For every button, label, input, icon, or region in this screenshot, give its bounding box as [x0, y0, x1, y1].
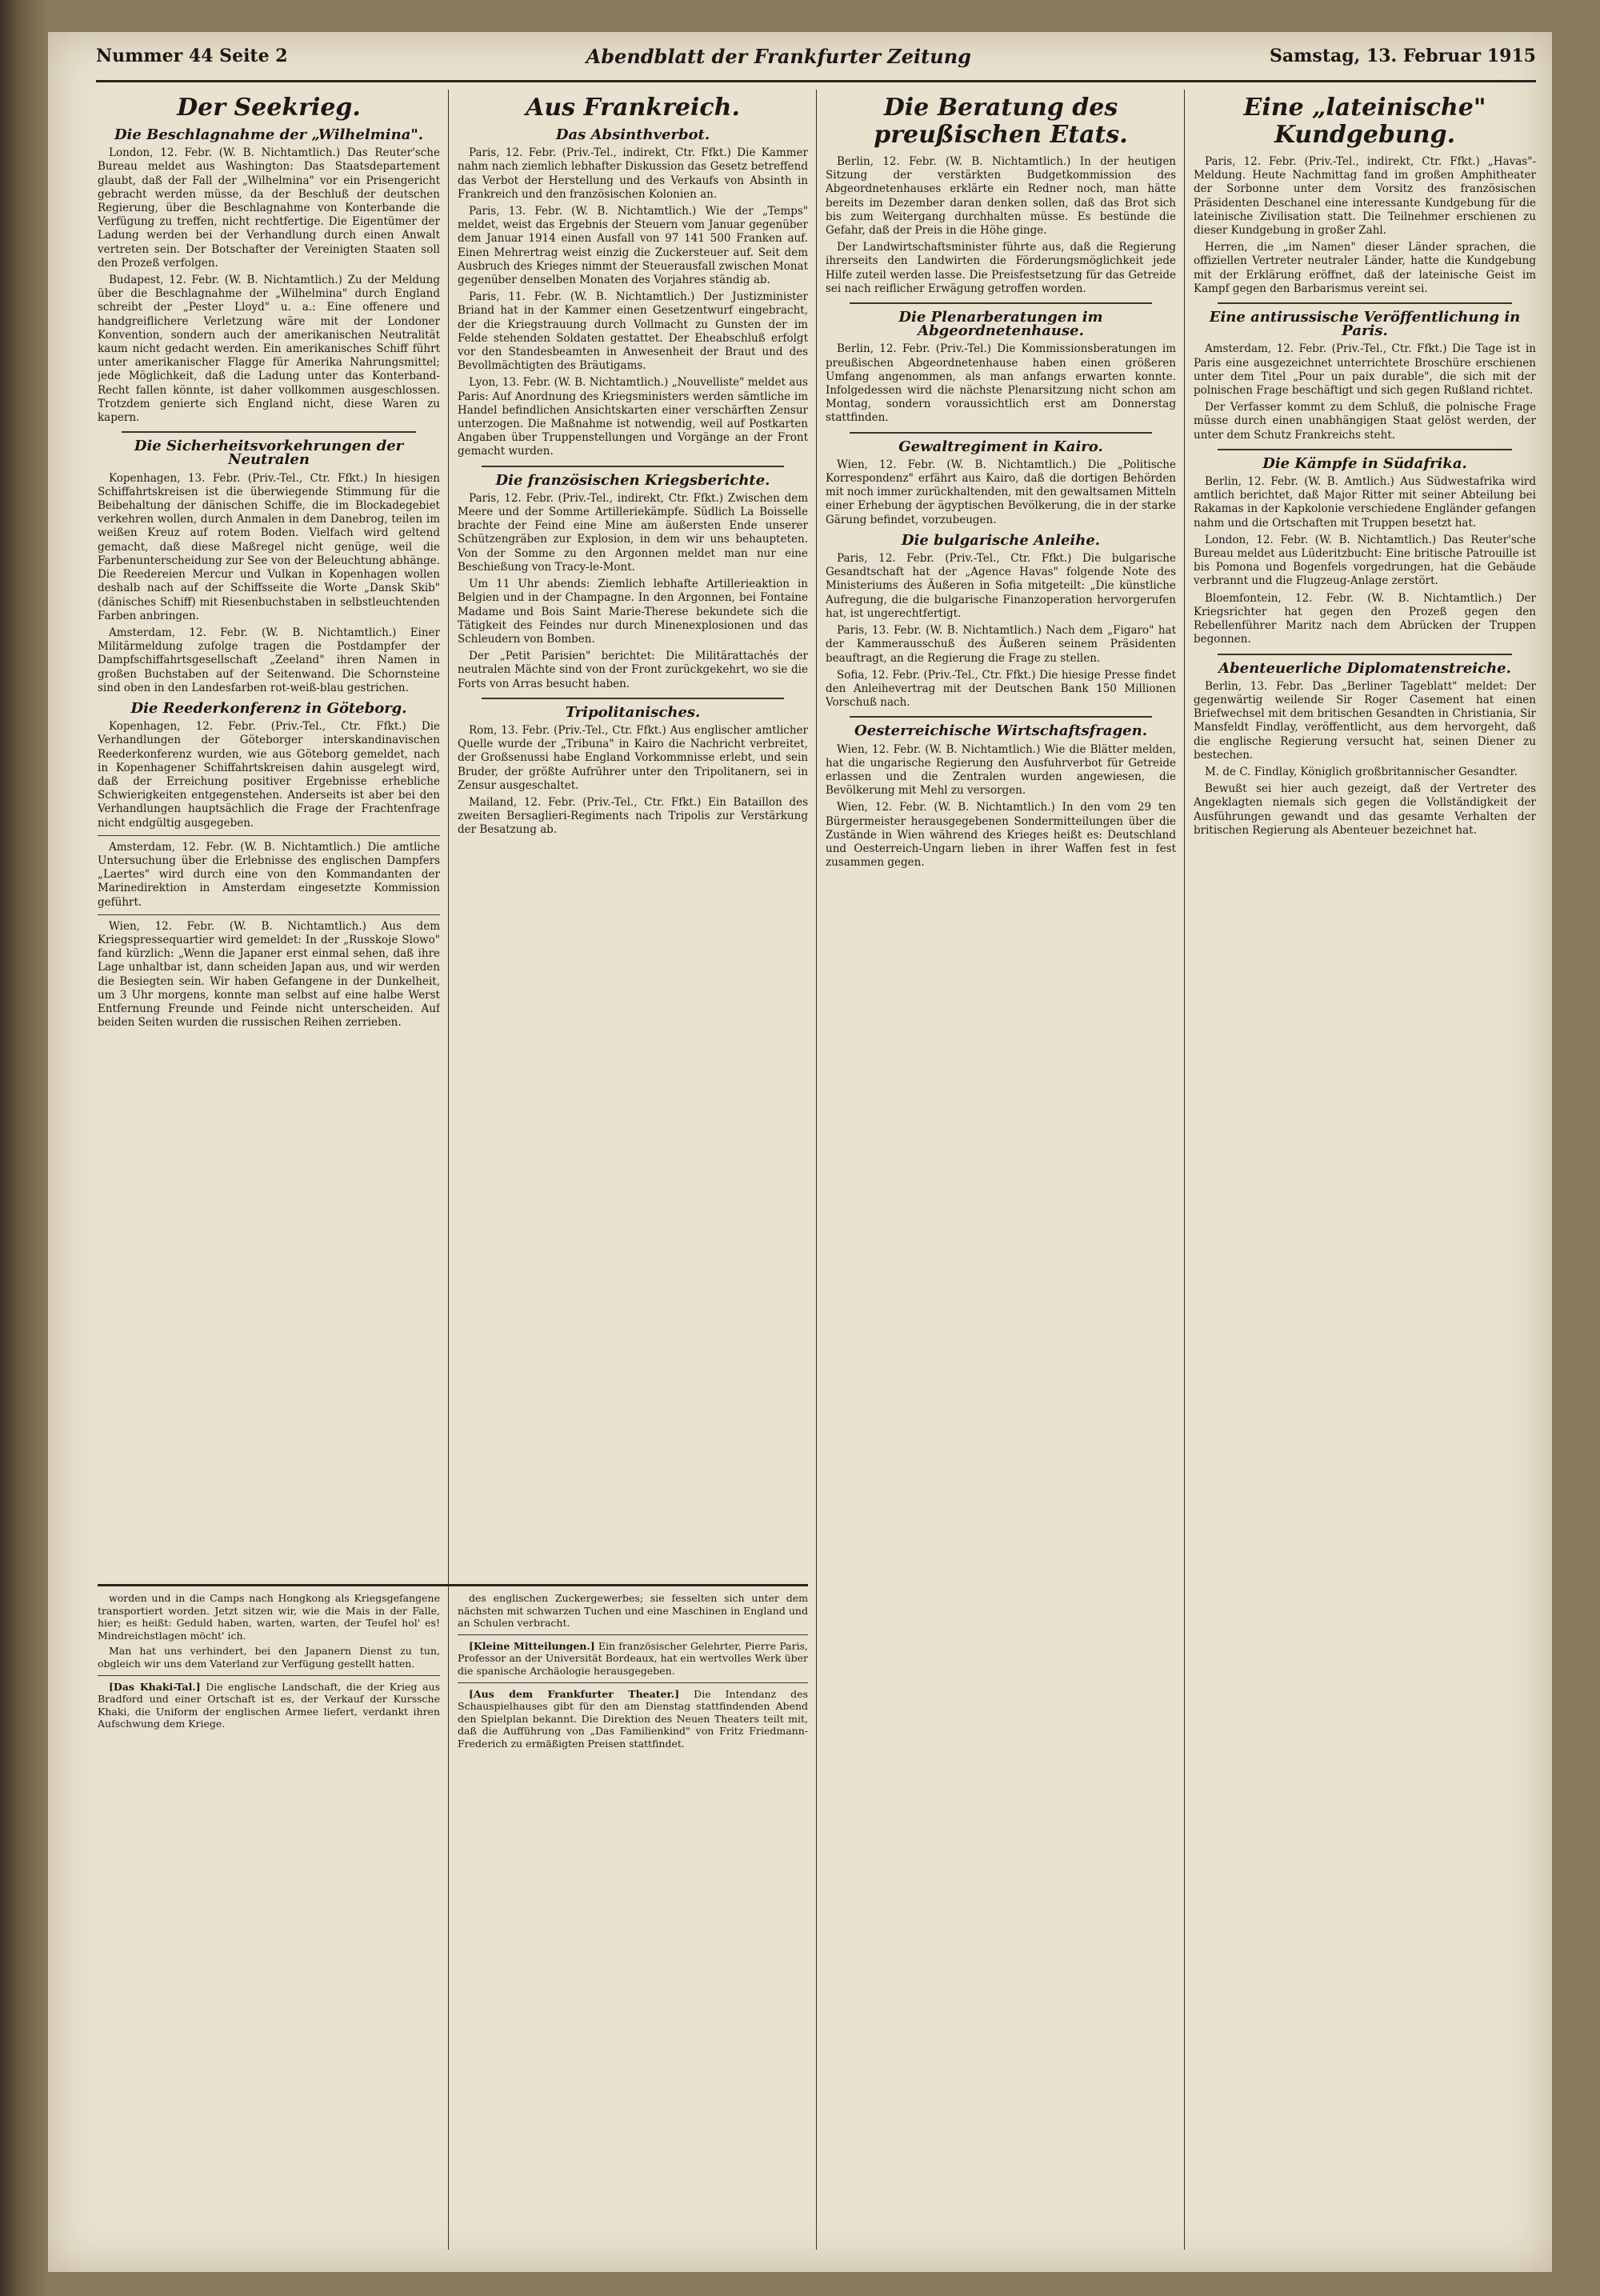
paragraph	[458, 1688, 808, 1750]
paragraph: Wien, 12. Febr. (W. B. Nichtamtlich.) Die „Politische Korrespondenz" erfährt aus Kairo, daß die dortigen Behörden mit noch immer zurückhaltenden, mit den gewaltsamen Mitteln einer Erhebung der ägyptischen Bevölkerung, die in der starke Gärung befindet, vorzubeugen.	[826, 458, 1176, 526]
article-subtitle: Das Absinthverbot.	[555, 126, 710, 143]
paragraph: Berlin, 12. Febr. (W. B. Nichtamtlich.) In der heutigen Sitzung der verstärkten Budgetkommission des Abgeordnetenhauses erklärte ein Redner noch, man hätte bereits im Dezember daran denken sollen, daß das Brot sich bis zum Weitergang durchhalten müsse. Es bestünde die Gefahr, daß der Preis in die Höhe ginge.	[826, 155, 1176, 238]
paragraph: des englischen Zuckergewerbes; sie fesselten sich unter dem nächsten mit schwarzen Tuchen und eine Maschinen in England und an Schulen verbracht.	[458, 1592, 808, 1630]
paragraph: London, 12. Febr. (W. B. Nichtamtlich.) Das Reuter'sche Bureau meldet aus Washington: Das Staatsdepartement glaubt, daß der Fall der „Wilhelmina" vor ein Prisengericht gebracht werden müsse, da der Beschluß der deutschen Regierung, über die Beschlagnahme von Konterbande die Verfügung zu treffen, nicht rechtfertige. Die Eigentümer der Ladung werden bei der Verhandlung durch einen Anwalt vertreten sein. Der Botschafter der Vereinigten Staaten soll den Prozeß verfolgen.	[98, 146, 440, 270]
article-subtitle: Eine antirussische Veröffentlichung in Paris.	[1209, 309, 1521, 340]
paragraph: Der Verfasser kommt zu dem Schluß, die polnische Frage müsse durch einen unabhängigen Staat gelöst werden, der unter dem Schutz Frankreichs steht.	[1194, 401, 1536, 442]
paragraph: Berlin, 12. Febr. (W. B. Amtlich.) Aus Südwestafrika wird amtlich berichtet, daß Major Ritter mit seiner Abteilung bei Rakamas in der Kapkolonie verschiedene Engländer gefangen nahm und die Ortschaften mit Truppen besetzt hat.	[1194, 475, 1536, 530]
section-label: [Kleine Mitteilungen.]	[469, 1639, 595, 1652]
article-subtitle: Die Kämpfe in Südafrika.	[1262, 454, 1467, 472]
article-title: Der Seekrieg.	[177, 94, 361, 122]
feuilleton-column-2	[458, 1592, 808, 2216]
paragraph: Amsterdam, 12. Febr. (W. B. Nichtamtlich.) Die amtliche Untersuchung über die Erlebnisse des englischen Dampfers „Laertes" wird durch eine von den Kommandanten der Marinedirektion in Amsterdam eingesetzte Kommission geführt.	[98, 840, 440, 909]
section-label: [Das Khaki-Tal.]	[109, 1680, 201, 1693]
separator	[98, 914, 440, 915]
separator	[1218, 654, 1512, 655]
article-subtitle: Die Beschlagnahme der „Wilhelmina".	[114, 126, 424, 143]
paragraph: Um 11 Uhr abends: Ziemlich lebhafte Artillerieaktion in Belgien und in der Champagne. In den Argonnen, bei Fontaine Madame und Bois Saint Marie-Therese bekundete sich die Tätigkeit des Feindes nur durch Minenexplosionen und das Schleudern von Bomben.	[458, 578, 808, 646]
article-subtitle: Gewaltregiment in Kairo.	[898, 438, 1103, 455]
separator	[850, 716, 1152, 718]
paragraph: Paris, 11. Febr. (W. B. Nichtamtlich.) Der Justizminister Briand hat in der Kammer einen Gesetzentwurf eingebracht, der die Kriegstrauung durch Vollmacht zu Gunsten der im Felde stehenden Soldaten gestattet. Der Eheabschluß erfolgt vor den Standesbeamten in Anwesenheit der Braut und des Bevollmächtigten des Bräutigams.	[458, 290, 808, 373]
separator	[98, 1675, 440, 1676]
feuilleton-column-1	[98, 1592, 440, 2216]
paragraph: Bloemfontein, 12. Febr. (W. B. Nichtamtlich.) Der Kriegsrichter hat gegen den Prozeß gegen den Rebellenführer Maritz nach dem Abrücken der Truppen begonnen.	[1194, 591, 1536, 646]
paragraph	[98, 1681, 440, 1730]
article-subtitle: Die Plenarberatungen im Abgeordnetenhause.	[898, 309, 1103, 340]
article-subtitle: Die Reederkonferenz in Göteborg.	[130, 699, 407, 717]
article-title: Eine „lateinische" Kundgebung.	[1243, 94, 1486, 149]
separator	[850, 432, 1152, 434]
paragraph: Wien, 12. Febr. (W. B. Nichtamtlich.) Wie die Blätter melden, hat die ungarische Regierung den Ausfuhrverbot für Getreide erlassen und die Zentralen wurden angewiesen, die Bevölkerung mit Mehl zu versorgen.	[826, 742, 1176, 798]
separator	[850, 302, 1152, 304]
paragraph: Paris, 13. Febr. (W. B. Nichtamtlich.) Nach dem „Figaro" hat der Kammerausschuß des Äußeren seinem Präsidenten beauftragt, an die Regierung die Frage zu stellen.	[826, 624, 1176, 665]
paragraph: Der Landwirtschaftsminister führte aus, daß die Regierung ihrerseits den Landwirten die Förderungsmöglichkeit jede Hilfe zuteil werden lasse. Die Preisfestsetzung für das Getreide sei nach reiflicher Erwägung getroffen worden.	[826, 241, 1176, 295]
paragraph: Wien, 12. Febr. (W. B. Nichtamtlich.) In den vom 29 ten Bürgermeister herausgegebenen Sondermitteilungen über die Zustände in Wien während des Krieges heißt es: Deutschland und Oesterreich-Ungarn lieben in ihrer Waffen fest in fest zusammen gegen.	[826, 801, 1176, 870]
article-title: Die Beratung des preußischen Etats.	[874, 94, 1128, 149]
column-3	[826, 90, 1176, 2250]
paragraph: Rom, 13. Febr. (Priv.-Tel., Ctr. Ffkt.) Aus englischer amtlicher Quelle wurde der „Tribuna" in Kairo die Nachricht verbreitet, der Großsenussi habe England Vorkommnisse erlebt, und sein Bruder, der größte Aufrührer unter den Tripolitanern, sei in Zensur ausgeschaltet.	[458, 723, 808, 792]
column-rule	[1184, 90, 1185, 2250]
article-subtitle: Die französischen Kriegsberichte.	[495, 471, 770, 489]
paragraph: Herren, die „im Namen" dieser Länder sprachen, die offiziellen Vertreter neutraler Länder, hatte die Kundgebung mit der Erklärung eröffnet, daß der lateinische Geist im Kampf gegen den Barbarismus vereint sei.	[1194, 241, 1536, 295]
separator	[1218, 302, 1512, 304]
paragraph: Amsterdam, 12. Febr. (W. B. Nichtamtlich.) Einer Militärmeldung zufolge tragen die Postdampfer der Dampfschiffahrtsgesellschaft „Zeeland" ihren Namen in großen Buchstaben auf der Seitenwand. Die Schornsteine sind oben in den Landesfarben rot-weiß-blau gestrichen.	[98, 626, 440, 694]
feuilleton-rule	[98, 1584, 808, 1586]
paragraph-text: Die Intendanz des Schauspielhauses gibt für den am Dienstag stattfindenden Abend den Spielplan bekannt. Die Direktion des Neuen Theaters teilt mit, daß die Aufführung von „Das Familienkind" von Fritz Friedmann-Frederich zu ermäßigten Preisen stattfindet.	[458, 1687, 808, 1750]
article-title: Aus Frankreich.	[526, 94, 740, 122]
article-subtitle: Die bulgarische Anleihe.	[901, 531, 1101, 549]
paragraph: Paris, 13. Febr. (W. B. Nichtamtlich.) Wie der „Temps" meldet, weist das Ergebnis der Steuern vom Januar gegenüber dem Januar 1914 einen Ausfall von 97 141 500 Franken auf. Einen Mehrertrag weist einzig die Zuckersteuer auf. Seit dem Ausbruch des Krieges nimmt der Steuerausfall zwischen Monat gegenüber denselben Monaten des Vorjahres ständig ab.	[458, 205, 808, 287]
separator	[482, 698, 784, 699]
paragraph: Paris, 12. Febr. (Priv.-Tel., indirekt, Ctr. Ffkt.) Die Kammer nahm nach ziemlich lebhafter Diskussion das Gesetz betreffend das Verbot der Herstellung und des Verkaufs von Absinth in Frankreich und den französischen Kolonien an.	[458, 146, 808, 201]
column-4	[1194, 90, 1536, 2250]
issue-number: Nummer 44 Seite 2	[96, 46, 288, 66]
paragraph: London, 12. Febr. (W. B. Nichtamtlich.) Das Reuter'sche Bureau meldet aus Lüderitzbucht: Eine britische Patrouille ist bis Pomona und Bogenfels vorgedrungen, hat die Gebäude verbrannt und die Flugzeug-Anlage zerstört.	[1194, 533, 1536, 588]
paragraph: Man hat uns verhindert, bei den Japanern Dienst zu tun, obgleich wir uns dem Vaterland zur Verfügung gestellt hatten.	[98, 1645, 440, 1670]
paragraph: M. de C. Findlay, Königlich großbritannischer Gesandter.	[1205, 765, 1518, 778]
paragraph-text: Ein französischer Gelehrter, Pierre Paris, Professor an der Universität Bordeaux, hat ein wertvolles Werk über die spanische Archäologie herausgegeben.	[458, 1639, 808, 1677]
separator	[458, 1682, 808, 1683]
paragraph: Paris, 12. Febr. (Priv.-Tel., indirekt, Ctr. Ffkt.) Zwischen dem Meere und der Somme Artilleriekämpfe. Südlich La Boisselle brachte der Feind eine Mine am äußersten Ende unserer Schützengräben zur Explosion, in dem wir uns behaupteten. Von der Somme zu den Argonnen meldet man nur eine Beschießung von Tracy-le-Mont.	[458, 491, 808, 574]
column-2	[458, 90, 808, 1586]
book-binding	[0, 0, 48, 2296]
paragraph: Kopenhagen, 12. Febr. (Priv.-Tel., Ctr. Ffkt.) Die Verhandlungen der Göteborger interskandinavischen Reederkonferenz wurden, wie aus Göteborg gemeldet, nach in Kopenhagener Schiffahrtskreisen dahin ausgelegt wird, daß der Erreichung positiver Ergebnisse erhebliche Schwierigkeiten entgegenstehen. Anderseits ist aber bei den Verhandlungen hauptsächlich die Frage der Frachtenfrage nicht endgültig ausgegeben.	[98, 720, 440, 830]
separator	[122, 431, 416, 433]
article-subtitle: Abenteuerliche Diplomatenstreiche.	[1218, 659, 1511, 677]
paragraph: Paris, 12. Febr. (Priv.-Tel., Ctr. Ffkt.) Die bulgarische Gesandtschaft hat der „Agence Havas" folgende Note des Ministeriums des Äußeren in Sofia mitgeteilt: „Die künstliche Aufregung, die die bulgarische Finanzoperation hervorgerufen hat, ist ungerechtfertigt.	[826, 552, 1176, 620]
paragraph: Sofia, 12. Febr. (Priv.-Tel., Ctr. Ffkt.) Die hiesige Presse findet den Anleihevertrag mit der Deutschen Bank 150 Millionen Vorschuß nach.	[826, 668, 1176, 710]
paragraph: Mailand, 12. Febr. (Priv.-Tel., Ctr. Ffkt.) Ein Bataillon des zweiten Bersaglieri-Regiments nach Tripolis zur Verstärkung der Besatzung ab.	[458, 795, 808, 837]
paragraph-text: Die englische Landschaft, die der Krieg aus Bradford und einer Ortschaft ist es, der Verkauf der Kurssche Khaki, die Uniform der englischen Armee liefert, verdankt ihren Aufschwung dem Kriege.	[98, 1680, 440, 1730]
separator	[98, 835, 440, 836]
column-rule	[816, 90, 817, 2250]
paragraph: Der „Petit Parisien" berichtet: Die Militärattachés der neutralen Mächte sind von der Front zurückgekehrt, wo sie die Forts von Arras besucht haben.	[458, 650, 808, 690]
newspaper-page	[48, 32, 1552, 2272]
article-subtitle: Oesterreichische Wirtschaftsfragen.	[854, 722, 1147, 740]
column-rule	[448, 90, 449, 2250]
paragraph: Budapest, 12. Febr. (W. B. Nichtamtlich.) Zu der Meldung über die Beschlagnahme der „Wilhelmina" durch England schreibt der „Pester Lloyd" u. a.: Eine offenere und handgreiflichere Verletzung wäre mit der Londoner Konvention, sondern auch der amerikanischen Neutralität kaum nicht gedacht werden. Ein amerikanisches Schiff führt unter amerikanischer Flagge für Amerika Nahrungsmittel; jede Möglichkeit, daß die Ladung unter das Konterband-Recht fallen könnte, ist daher vollkommen ausgeschlossen. Trotzdem genierte sich England nicht, diese Waren zu kapern.	[98, 274, 440, 425]
article-subtitle: Die Sicherheitsvorkehrungen der Neutralen	[134, 438, 404, 469]
paragraph: Lyon, 13. Febr. (W. B. Nichtamtlich.) „Nouvelliste" meldet aus Paris: Auf Anordnung des Kriegsministers werden sämtliche im Handel befindlichen Ansichtskarten einer verschärften Zensur unterzogen. Die Maßnahme ist notwendig, weil auf Postkarten Angaben über Truppenstellungen und Vorgänge an der Front gemacht wurden.	[458, 376, 808, 458]
section-label: [Aus dem Frankfurter Theater.]	[469, 1687, 680, 1700]
paragraph: Amsterdam, 12. Febr. (Priv.-Tel., Ctr. Ffkt.) Die Tage ist in Paris eine ausgezeichnet unterrichtete Broschüre erschienen unter dem Titel „Pour un paix durable", die sich mit der polnischen Frage beschäftigt und sich gegen Rußland richtet.	[1194, 342, 1536, 398]
paragraph	[458, 1640, 808, 1678]
paragraph: Berlin, 13. Febr. Das „Berliner Tageblatt" meldet: Der gegenwärtig weilende Sir Roger Casement hat einen Briefwechsel mit dem britischen Gesandten in Christiania, Sir Mansfeldt Findlay, veröffentlicht, aus dem hervorgeht, daß die englische Regierung versucht hat, seinen Diener zu bestechen.	[1194, 679, 1536, 762]
column-1	[98, 90, 440, 1586]
paragraph: Kopenhagen, 13. Febr. (Priv.-Tel., Ctr. Ffkt.) In hiesigen Schiffahrtskreisen ist die überwiegende Stimmung für die Beibehaltung der dänischen Schiffe, die im Blockadegebiet verkehren wollen, durch Anmalen in dem Danebrog, teilen im weißen Kreuz auf rotem Boden. Vielfach wird geltend gemacht, daß diese Maßregel nicht genüge, weil die Farbenunterscheidung zur See von der Beleuchtung abhänge. Die Reedereien Mercur und Vulkan in Kopenhagen wollen deshalb nach auf der Schiffsseite die Worte „Dansk Skib" (dänisches Schiff) mit Riesenbuchstaben in selbstleuchtenden Farben anbringen.	[98, 471, 440, 622]
masthead: Abendblatt der Frankfurter Zeitung	[586, 44, 971, 68]
separator	[458, 1634, 808, 1635]
paragraph: Bewußt sei hier auch gezeigt, daß der Vertreter des Angeklagten niemals sich gegen die Vollständigkeit der Ausführungen gewandt und das gesamte Verhalten der britischen Regierung als Abenteuer bezeichnet hat.	[1194, 782, 1536, 837]
article-subtitle: Tripolitanisches.	[565, 703, 701, 721]
issue-date: Samstag, 13. Februar 1915	[1270, 46, 1536, 66]
paragraph: Berlin, 12. Febr. (Priv.-Tel.) Die Kommissionsberatungen im preußischen Abgeordnetenhause haben einen größeren Umfang angenommen, als man anfangs erwarten konnte. Infolgedessen wird die nächste Plenarsitzung nicht schon am Montag, sondern voraussichtlich erst am Donnerstag stattfinden.	[826, 342, 1176, 425]
separator	[1218, 449, 1512, 450]
paragraph: Wien, 12. Febr. (W. B. Nichtamtlich.) Aus dem Kriegspressequartier wird gemeldet: In der „Russkoje Slowo" fand kürzlich: „Wenn die Japaner erst einmal sehen, daß ihre Lage unhaltbar ist, dann scheiden Japan aus, und wir werden die Besiegten sein. Wir haben Gefangene in der Dunkelheit, um 3 Uhr morgens, konnte man selbst auf eine halbe Werst Entfernung Freunde und Feinde nicht unterscheiden. Auf beiden Seiten wurden die russischen Reihen zerrieben.	[98, 919, 440, 1030]
page-header	[96, 32, 1536, 82]
separator	[482, 466, 784, 467]
paragraph: worden und in die Camps nach Hongkong als Kriegsgefangene transportiert worden. Jetzt sitzen wir, wie die Mais in der Falle, hier; es heißt: Geduld haben, warten, warten, der Teufel hol' es! Mindreichstlagen möcht' ich.	[98, 1592, 440, 1642]
paragraph: Paris, 12. Febr. (Priv.-Tel., indirekt, Ctr. Ffkt.) „Havas"-Meldung. Heute Nachmittag fand im großen Amphitheater der Sorbonne unter dem Vorsitz des französischen Präsidenten Deschanel eine interessante Kundgebung für die lateinische Zivilisation statt. Die Teilnehmer erschienen zu dieser Kundgebung in großer Zahl.	[1194, 155, 1536, 238]
